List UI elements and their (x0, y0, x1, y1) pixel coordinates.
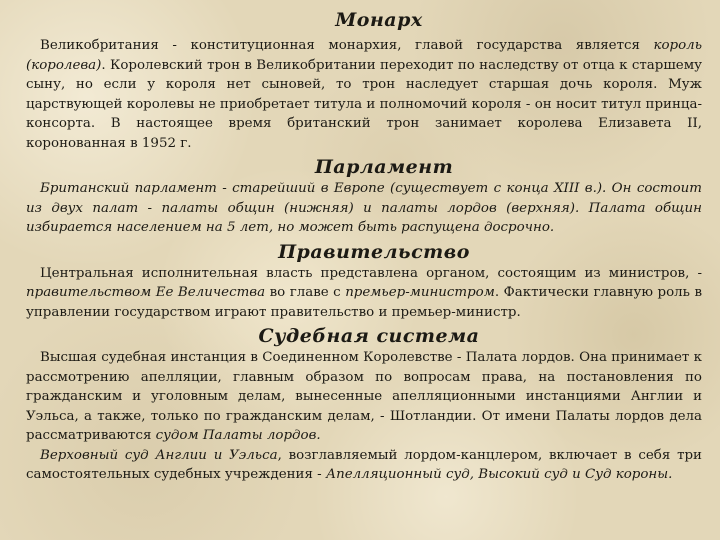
paragraph-monarch (26, 36, 702, 153)
judiciary-text-2: , возглавляемый лордом-канцлером, включает в себя три самостоятельных судебных учреждения - (26, 447, 702, 482)
monarch-text-king: король (королева) (26, 38, 702, 73)
heading-parliament: Парламент (314, 156, 454, 178)
paragraph-judiciary-2 (26, 446, 702, 485)
government-text-1: Центральная исполнительная власть представлена органом, состоящим из министров, - (40, 265, 702, 281)
government-text-cabinet: правительством Ее Величества (26, 285, 266, 300)
judiciary-text-courts: Апелляционный суд, Высокий суд и Суд короны. (325, 467, 673, 482)
monarch-text-1: Великобритания - конституционная монархия, главой государства является (40, 38, 654, 53)
paragraph-parliament: Британский парламент - старейший в Европе (существует с конца XIII в.). Он состоит из двух палат - палаты общин (нижняя) и палаты лордов (верхняя). Палата общин избирается населением на 5 лет, но может быть распущена досрочно. (26, 181, 702, 235)
government-text-2: во главе с (265, 285, 346, 300)
judiciary-text-1: Высшая судебная инстанция в Соединенном Королевстве - Палата лордов. Она принимает к рассмотрению апелляции, главным образом по вопросам права, на постановления по гражданским и уголовным делам, вынесенные апелляционными инстанциями Англии и Уэльса, а также, только по гражданским делам, - Шотландии. От имени Палаты лордов дела рассматриваются (26, 350, 702, 443)
monarch-text-2: . Королевский трон в Великобритании переходит по наследству от отца к старшему сыну, но если у короля нет сыновей, то трон наследует старшая дочь короля. Муж царствующей королевы не приобретает титула и полномочий короля - он носит титул принца-консорта. В настоящее время британский трон занимает королева Елизавета II, коронованная в 1952 г. (26, 57, 702, 151)
judiciary-text-supreme-court: Верховный суд Англии и Уэльса (40, 447, 278, 463)
government-text-3: . Фактически главную роль в управлении государством играют правительство и премьер-министр. (26, 285, 702, 320)
government-text-pm: премьер-министром (345, 285, 495, 300)
judiciary-text-lords-court: судом Палаты лордов. (155, 428, 321, 443)
document-page (26, 8, 702, 485)
heading-government: Правительство (278, 240, 470, 263)
heading-judiciary: Судебная система (258, 325, 480, 347)
paragraph-judiciary-1 (26, 348, 702, 446)
heading-monarch: Монарх (335, 9, 423, 31)
paragraph-government (26, 264, 702, 323)
